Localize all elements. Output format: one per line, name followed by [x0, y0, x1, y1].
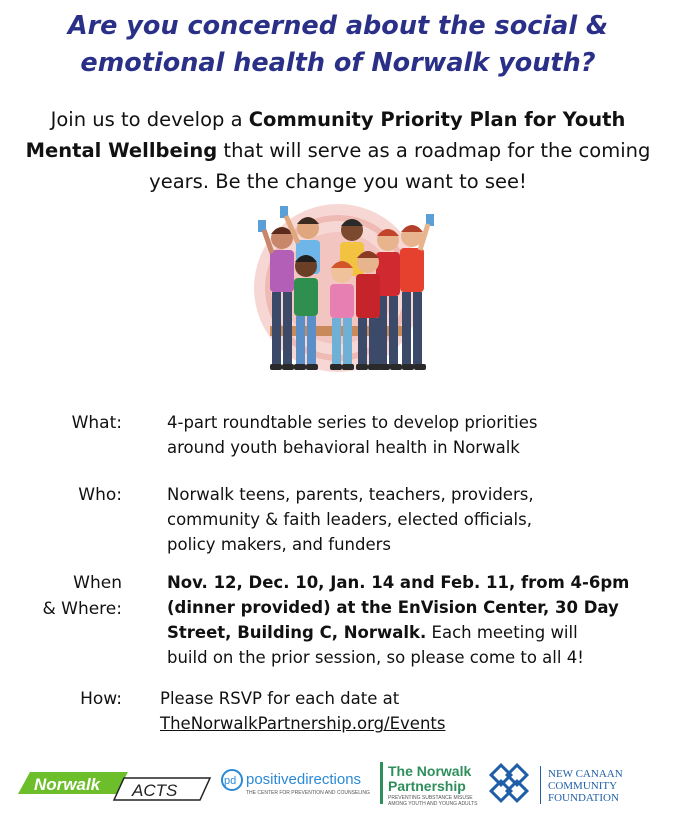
- intro-bold: Community Priority Plan for Youth Mental Wellbeing: [25, 108, 626, 162]
- when-line-2: (dinner provided) at the EnVision Center, 30 Day: [167, 598, 619, 617]
- norwalk-acts-word2: ACTS: [132, 781, 178, 800]
- what-text: [167, 410, 667, 460]
- intro-prefix: Join us to develop a: [50, 108, 249, 131]
- nccf-line-1: NEW CANAAN: [548, 768, 623, 780]
- headline-line-1: Are you concerned about the social &: [67, 11, 609, 41]
- positive-directions-logo: [222, 770, 370, 796]
- pd-tagline: THE CENTER FOR PREVENTION AND COUNSELING: [246, 790, 370, 796]
- pd-mark: pd: [224, 775, 237, 787]
- when-line-4: build on the prior session, so please come to all 4!: [167, 648, 584, 667]
- nccf-knot-icon: [491, 765, 527, 801]
- sponsor-logos: [0, 760, 676, 816]
- new-canaan-logo: [491, 765, 623, 804]
- norwalk-acts-logo: [18, 772, 210, 800]
- pd-name: positivedirections: [246, 771, 362, 788]
- how-text: [160, 686, 660, 736]
- youth-group-illustration: [222, 198, 454, 388]
- who-line-2: community & faith leaders, elected officials,: [167, 510, 532, 529]
- intro-paragraph: [10, 104, 666, 197]
- who-label: Who:: [78, 485, 122, 505]
- how-label: How:: [80, 689, 122, 709]
- partnership-tagline-2: AMONG YOUTH AND YOUNG ADULTS: [388, 801, 478, 807]
- when-line-3-bold: Street, Building C, Norwalk.: [167, 623, 427, 642]
- partnership-line-2: Partnership: [388, 778, 466, 794]
- when-where-label: [20, 570, 122, 622]
- rsvp-link[interactable]: TheNorwalkPartnership.org/Events: [160, 714, 446, 733]
- what-line-2: around youth behavioral health in Norwalk: [167, 438, 520, 457]
- norwalk-partnership-logo: [380, 762, 478, 807]
- norwalk-acts-word1: Norwalk: [34, 775, 101, 794]
- nccf-line-3: FOUNDATION: [548, 792, 619, 804]
- what-line-1: 4-part roundtable series to develop priorities: [167, 413, 538, 432]
- what-label: What:: [71, 413, 122, 433]
- headline-line-2: emotional health of Norwalk youth?: [80, 48, 596, 78]
- where-label: & Where:: [42, 599, 122, 619]
- partnership-tagline-1: PREVENTING SUBSTANCE MISUSE: [388, 795, 473, 801]
- when-where-text: [167, 570, 667, 670]
- partnership-line-1: The Norwalk: [388, 763, 472, 779]
- intro-suffix: that will serve as a roadmap for the coming years. Be the change you want to see!: [149, 139, 651, 193]
- who-line-3: policy makers, and funders: [167, 535, 392, 554]
- when-label: When: [73, 573, 122, 593]
- who-text: [167, 482, 667, 557]
- when-line-3-tail: Each meeting will: [426, 623, 578, 642]
- when-line-1: Nov. 12, Dec. 10, Jan. 14 and Feb. 11, from 4-6pm: [167, 573, 630, 592]
- how-line-1: Please RSVP for each date at: [160, 689, 400, 708]
- who-line-1: Norwalk teens, parents, teachers, providers,: [167, 485, 534, 504]
- nccf-line-2: COMMUNITY: [548, 780, 618, 792]
- headline: [0, 8, 676, 82]
